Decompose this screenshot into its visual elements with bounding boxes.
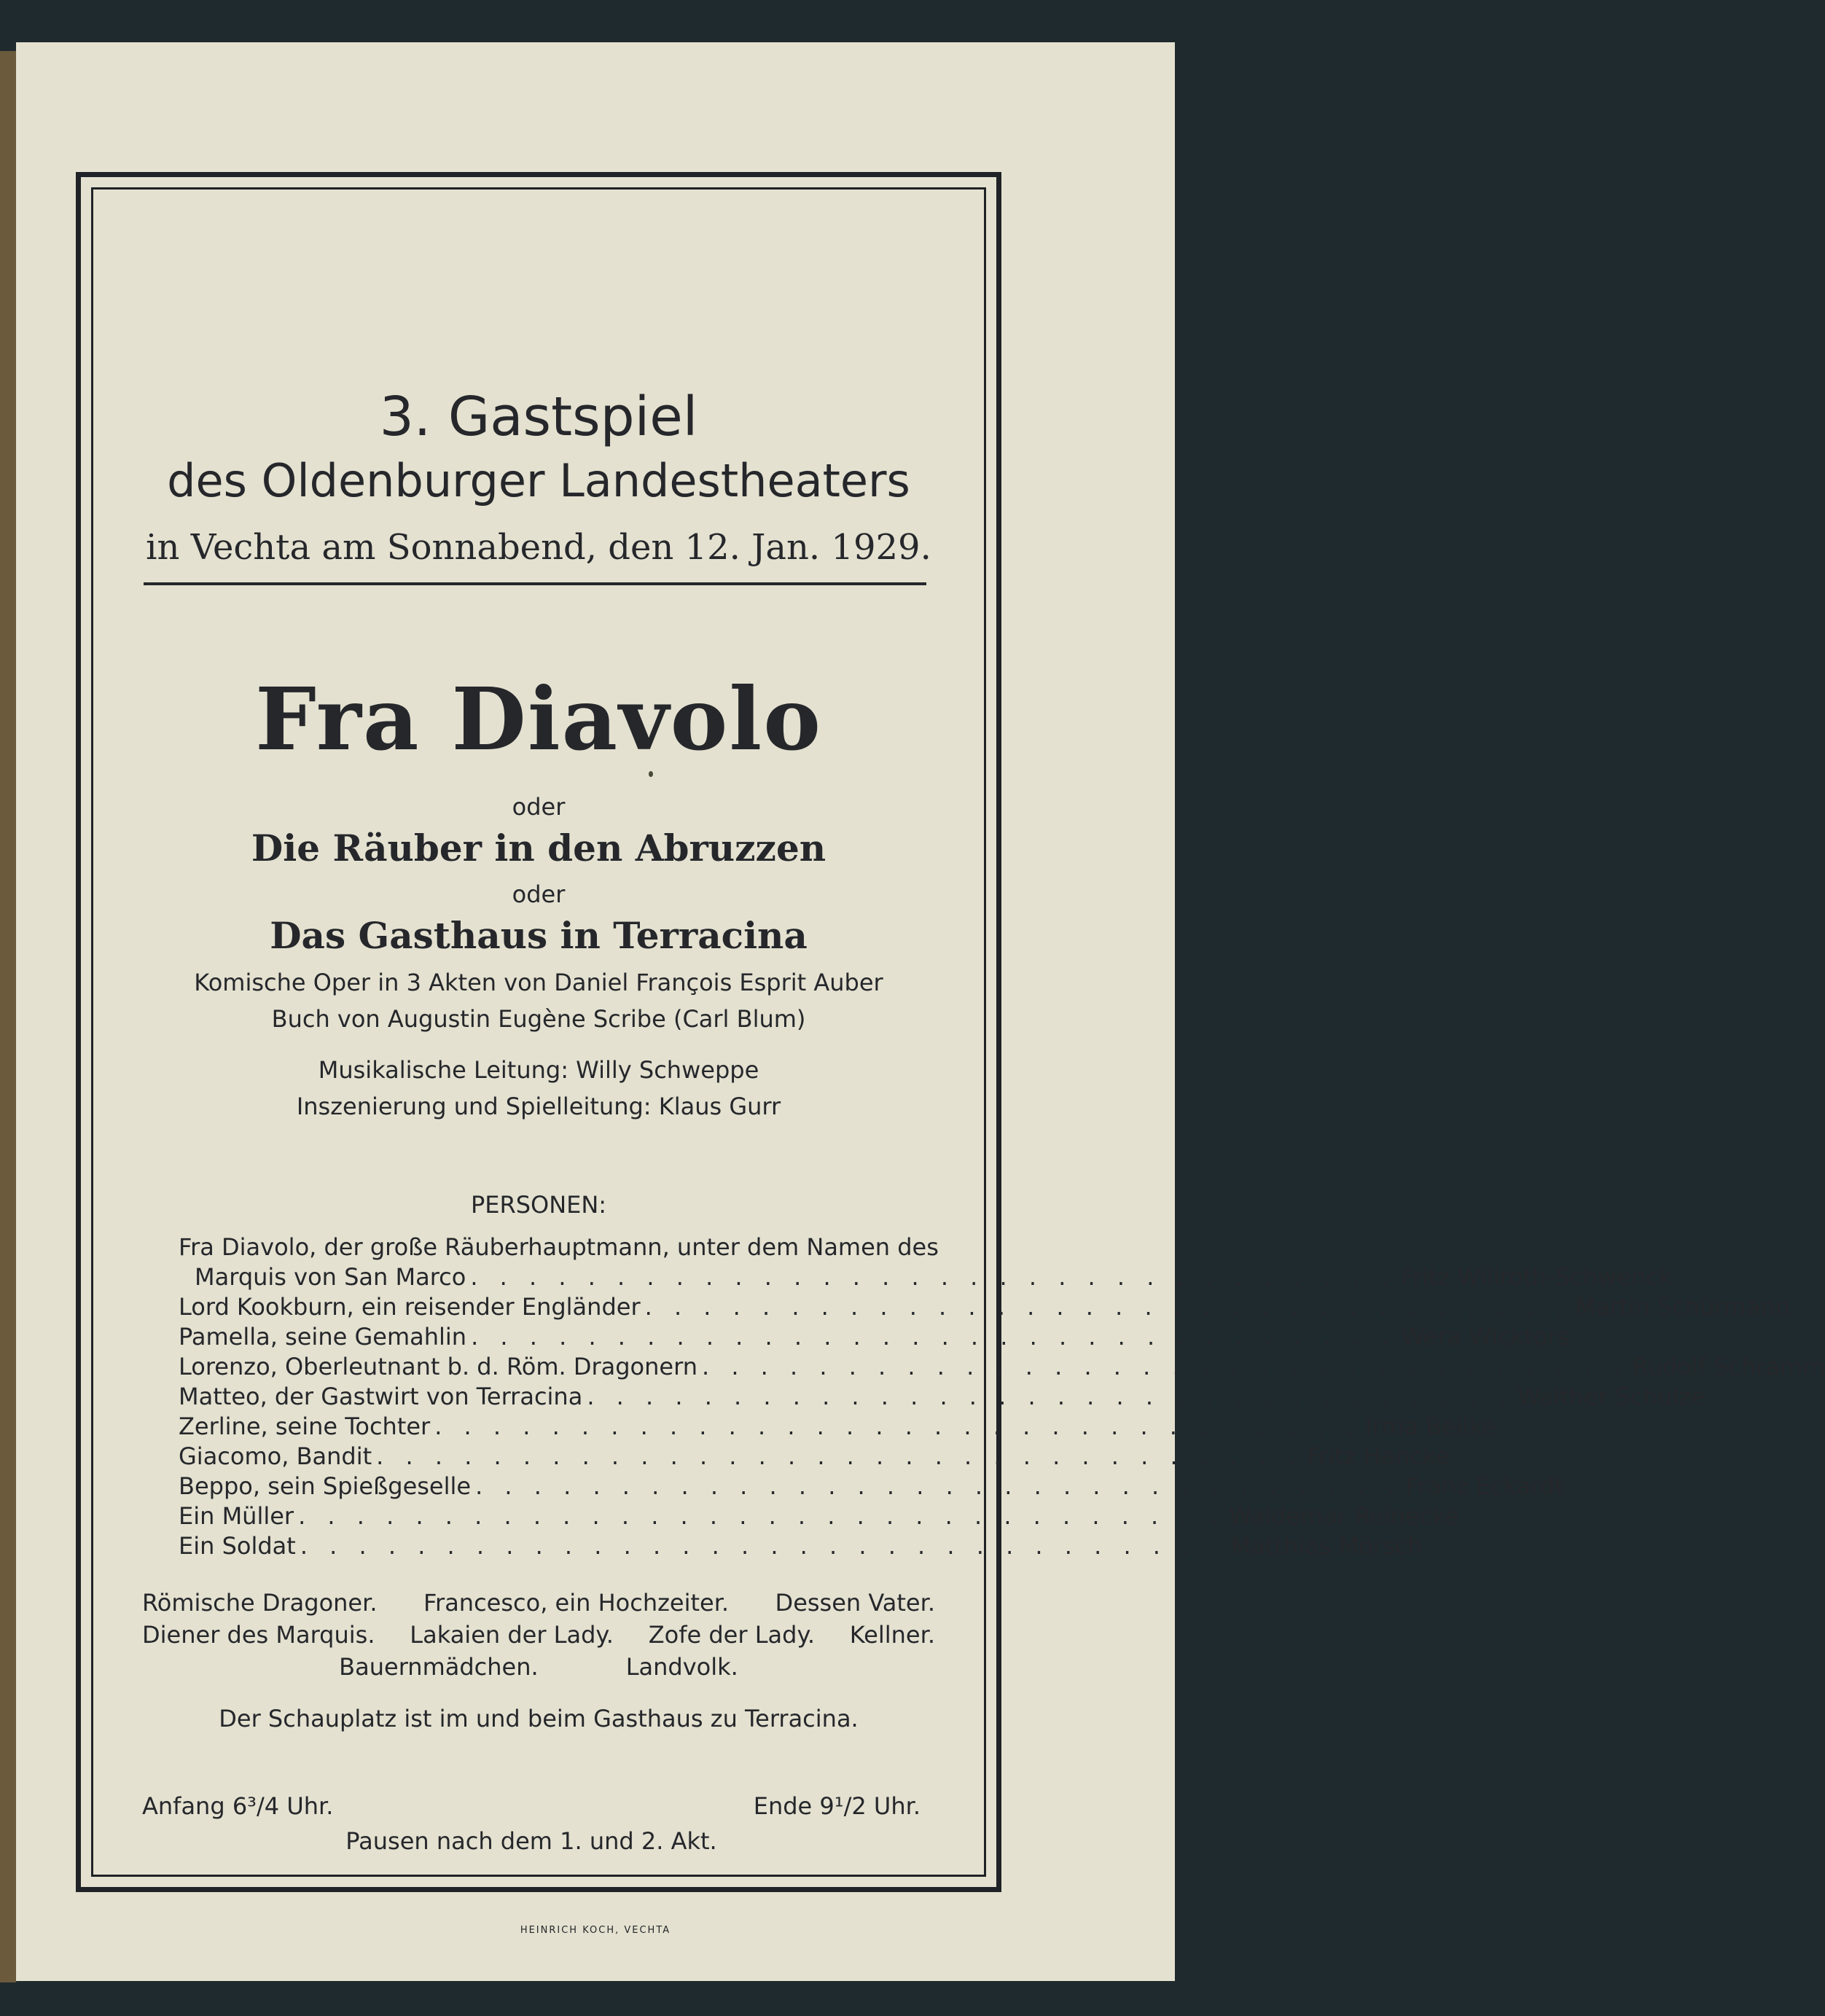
cast-first-line	[179, 1232, 939, 1262]
extras-line-3	[142, 1651, 935, 1683]
cast-role: Zerline, seine Tochter	[179, 1413, 431, 1440]
extra-item: Diener des Marquis.	[142, 1621, 375, 1649]
opera-description: Komische Oper in 3 Akten von Daniel François Esprit Auber	[194, 969, 883, 996]
extras-line-1	[142, 1587, 935, 1619]
cast-role: Marquis von San Marco	[195, 1263, 466, 1291]
program-content	[91, 187, 1825, 1877]
program-page	[16, 42, 1825, 1981]
cast-role: Lorenzo, Oberleutnant b. d. Röm. Dragonern	[179, 1353, 697, 1380]
cast-intro-text: Fra Diavolo, der große Räuberhauptmann, unter dem Namen des	[179, 1233, 939, 1261]
cast-actor: Martin Schürmann	[1575, 1293, 1791, 1321]
setting-line: Der Schauplatz ist im und beim Gasthaus zu Terracina.	[219, 1705, 859, 1732]
book-spine	[0, 51, 16, 1982]
leader-dots: . . . . . . . . . . . . . . . . . . . . . . . . . . . . . . . .	[644, 1293, 1571, 1321]
leader-dots: . . . . . . . . . . . . . . . . . . . . . . . . . . . . . . . .	[471, 1323, 1397, 1351]
border-frame	[76, 172, 1825, 1892]
cast-role: Matteo, der Gastwirt von Terracina	[179, 1383, 583, 1410]
header-line-2: des Oldenburger Landestheaters	[167, 454, 910, 507]
leader-dots: . . . . . . . . . . . . . . . . . . . . . . . . . . . . . . . .	[434, 1413, 1361, 1440]
extras-line-2	[142, 1619, 935, 1651]
header-divider	[144, 582, 926, 585]
oder-1: oder	[512, 793, 566, 821]
cast-row	[179, 1412, 1496, 1442]
extra-item: Dessen Vater.	[775, 1589, 935, 1617]
cast-role: Pamella, seine Gemahlin	[179, 1323, 467, 1351]
cast-role: Ein Soldat	[179, 1532, 296, 1560]
cast-role: Beppo, sein Spießgeselle	[179, 1472, 472, 1500]
times-block	[142, 1791, 921, 1856]
music-direction: Musikalische Leitung: Willy Schweppe	[318, 1056, 759, 1084]
cast-row	[179, 1262, 1673, 1292]
times-row	[142, 1791, 921, 1821]
cast-actor: Matthias Mörsch	[1230, 1532, 1423, 1560]
end-time: Ende 9¹/2 Uhr.	[753, 1792, 921, 1820]
subtitle-2: Das Gasthaus in Terracina	[270, 914, 808, 957]
extra-item: Francesco, ein Hochzeiter.	[423, 1589, 730, 1617]
extra-item: Kellner.	[849, 1621, 935, 1649]
cast-row	[179, 1442, 1450, 1472]
cast-actor: Fritz Hancke	[1306, 1442, 1450, 1470]
leader-dots: . . . . . . . . . . . . . . . . . . . . . . . . . . . . . . . .	[587, 1383, 1514, 1410]
oder-2: oder	[512, 880, 566, 908]
cast-row	[179, 1352, 1825, 1382]
cast-actor: Walther Schulze	[1517, 1383, 1705, 1410]
leader-dots: . . . . . . . . . . . . . . . . . . . . . . . . . . . . . . . .	[300, 1532, 1227, 1560]
extra-item: Zofe der Lady.	[648, 1621, 815, 1649]
cast-role: Ein Müller	[179, 1502, 294, 1530]
extra-item: Landvolk.	[625, 1653, 738, 1681]
libretto-credit: Buch von Augustin Eugène Scribe (Carl Blum)	[271, 1005, 806, 1033]
paper-speck	[649, 771, 653, 777]
extra-item: Lakaien der Lady.	[410, 1621, 614, 1649]
cast-actor: Fritz Willroth-Schwenck	[1401, 1263, 1673, 1291]
cast-row	[179, 1322, 1570, 1352]
extras-block	[142, 1587, 935, 1683]
cast-actor: Irma Beilke	[1365, 1413, 1496, 1440]
opera-title: Fra Diavolo	[255, 668, 822, 770]
cast-list	[179, 1232, 1825, 1561]
subtitle-1: Die Räuber in den Abruzzen	[251, 827, 826, 870]
extra-item: Bauernmädchen.	[339, 1653, 539, 1681]
cast-actor: Waldemar Reinecke	[1228, 1502, 1460, 1530]
cast-heading: PERSONEN:	[470, 1191, 607, 1219]
start-time: Anfang 6³/4 Uhr.	[142, 1792, 334, 1820]
cast-role: Giacomo, Bandit	[179, 1442, 372, 1470]
cast-actor: Franz Eckardt	[1405, 1472, 1564, 1500]
pauses-line: Pausen nach dem 1. und 2. Akt.	[345, 1827, 717, 1855]
cast-row	[179, 1472, 1564, 1501]
header-line-3: in Vechta am Sonnabend, den 12. Jan. 1929.	[146, 527, 931, 568]
leader-dots: . . . . . . . . . . . . . . . . . . . . . . . . . . . . . . . .	[376, 1442, 1302, 1470]
cast-actor: Wera Wicktors	[1401, 1323, 1570, 1351]
leader-dots: . . . . . . . . . . . . . . . . . . . . . . . . . . . . . . . .	[475, 1472, 1402, 1500]
printer-imprint: HEINRICH KOCH, VECHTA	[520, 1925, 671, 1936]
leader-dots: . . . . . . . . . . . . . . . . . . . . . . . . . . . . . . . .	[470, 1263, 1397, 1291]
staging-credit: Inszenierung und Spielleitung: Klaus Gurr	[296, 1093, 781, 1120]
extra-item: Römische Dragoner.	[142, 1589, 378, 1617]
cast-role: Lord Kookburn, ein reisender Engländer	[179, 1293, 641, 1321]
cast-row	[179, 1382, 1705, 1412]
cast-row	[179, 1531, 1423, 1561]
cast-actor: Rudolf Schramm	[1632, 1353, 1825, 1380]
cast-row	[179, 1292, 1791, 1322]
cast-row	[179, 1501, 1460, 1531]
header-line-1: 3. Gastspiel	[379, 386, 698, 448]
leader-dots: . . . . . . . . . . . . . . . . . . . . . . . . . . . . . . . .	[701, 1353, 1628, 1380]
leader-dots: . . . . . . . . . . . . . . . . . . . . . . . . . . . . . . . .	[298, 1502, 1224, 1530]
